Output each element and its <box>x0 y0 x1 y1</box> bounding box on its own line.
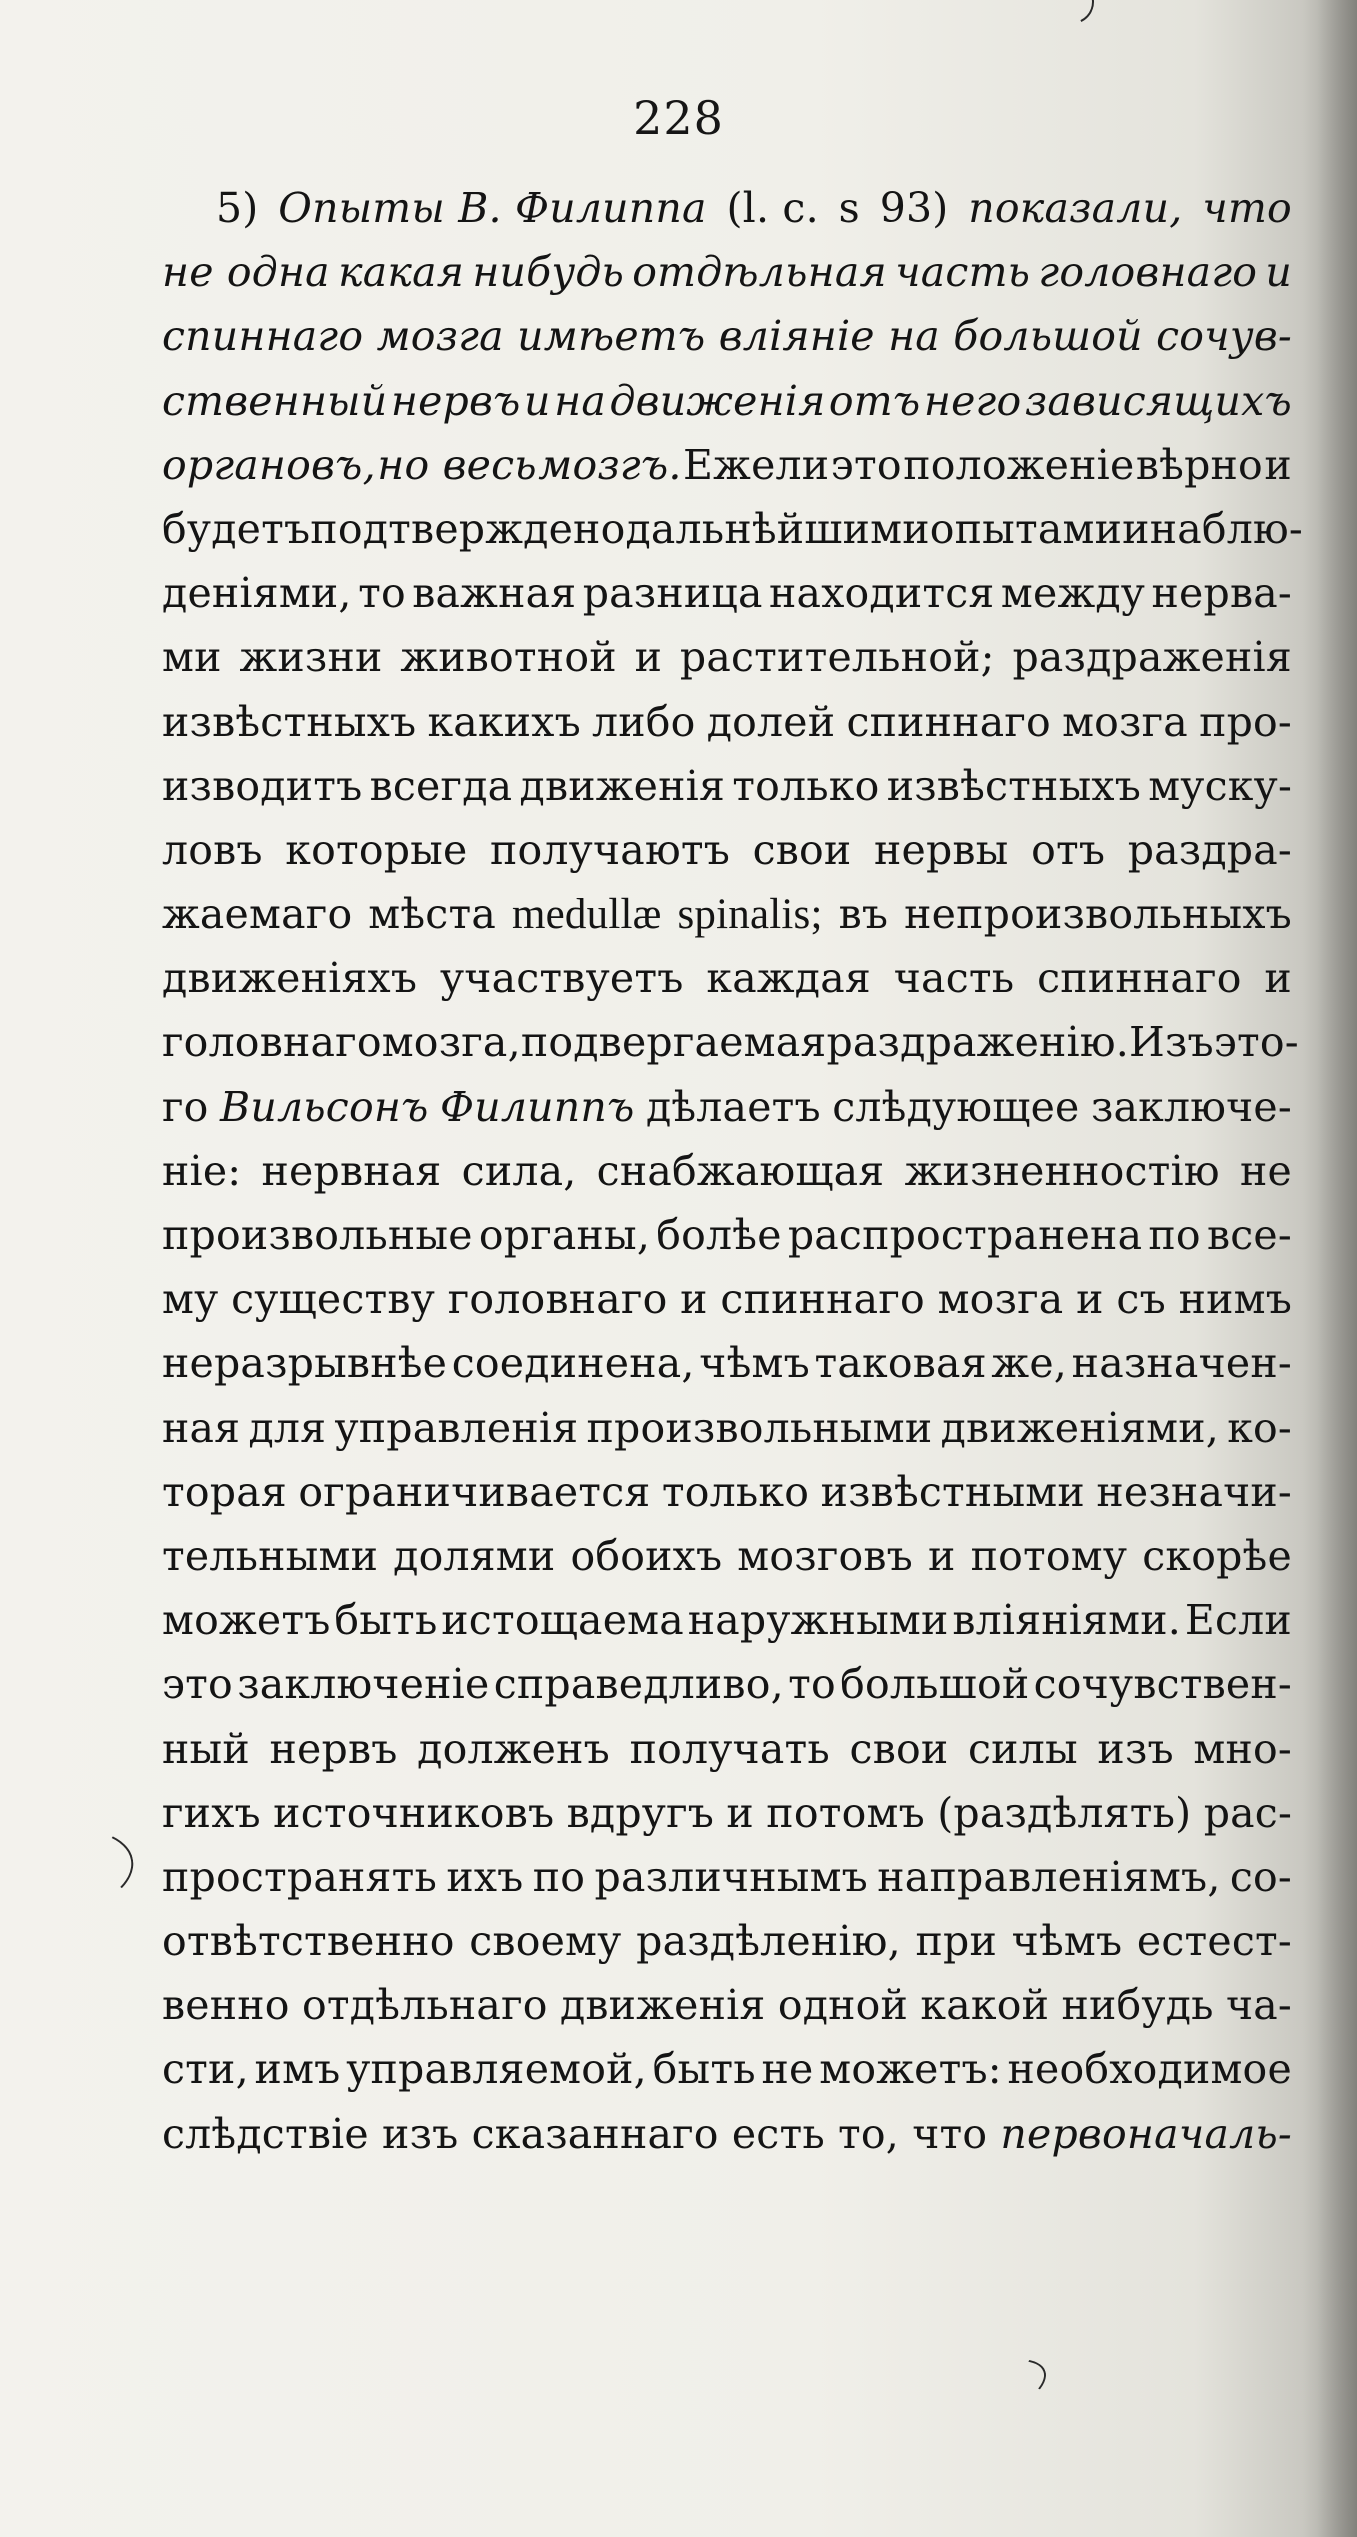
text-word: мозговъ <box>737 1531 913 1580</box>
text-word: незначи- <box>1096 1467 1292 1516</box>
text-word: же, <box>991 1339 1068 1388</box>
text-word: чѣмъ <box>699 1339 810 1388</box>
stray-mark-left-margin <box>0 1818 140 1926</box>
text-word: первоначаль- <box>1000 2109 1292 2158</box>
text-word: и <box>524 376 551 425</box>
text-word: заключе- <box>1090 1082 1292 1131</box>
text-word: то, <box>838 2109 900 2158</box>
text-word: естест- <box>1136 1917 1292 1966</box>
text-word: нимъ <box>1178 1275 1292 1324</box>
text-word: сочув- <box>1156 312 1292 361</box>
text-word: чѣмъ <box>1011 1917 1123 1966</box>
text-word: ственный <box>162 376 388 425</box>
text-line <box>162 882 1292 946</box>
text-word: потомъ <box>766 1788 925 1837</box>
text-word: ограничивается <box>298 1467 651 1516</box>
text-word: будетъ <box>162 504 311 553</box>
text-word: долженъ <box>417 1724 610 1773</box>
text-word: долями <box>393 1531 556 1580</box>
text-word: управляемой, <box>346 2045 647 2094</box>
text-word: нервъ <box>390 376 521 425</box>
text-word: то <box>358 569 406 618</box>
text-word: важная <box>412 569 577 618</box>
text-word: показали, <box>968 184 1183 232</box>
text-word: опытами <box>929 504 1123 553</box>
text-word: по <box>1148 1211 1201 1259</box>
text-word: назначен- <box>1071 1339 1292 1388</box>
text-word: мозга, <box>381 1018 521 1067</box>
text-line <box>162 690 1292 754</box>
text-word: ный <box>162 1724 250 1773</box>
text-word: спиннаго <box>162 312 364 361</box>
text-word: 93) <box>879 184 949 232</box>
text-word: существу <box>231 1275 436 1324</box>
text-word: жизни <box>239 633 383 682</box>
text-line <box>162 1909 1292 1973</box>
text-word: одной <box>777 1981 909 2030</box>
text-line <box>162 2037 1292 2101</box>
text-word: рас- <box>1203 1788 1292 1837</box>
text-word: не <box>761 2045 814 2094</box>
text-word: подвергаемая <box>520 1018 827 1067</box>
text-word: произвольными <box>586 1403 933 1452</box>
text-word: управленія <box>334 1403 579 1452</box>
text-word: вліяніе <box>718 312 875 361</box>
text-word: и <box>928 1531 956 1580</box>
text-word: нервы <box>873 825 1009 874</box>
text-word: сти, <box>162 2045 249 2094</box>
text-word: движенія <box>609 376 826 425</box>
text-word: мѣста <box>368 890 497 939</box>
text-word: съ <box>1116 1275 1166 1324</box>
text-word: вѣрно <box>1135 440 1263 489</box>
text-word: мозгъ. <box>538 440 682 489</box>
text-word: жизненностію <box>904 1146 1220 1195</box>
text-word: произвольные <box>162 1211 473 1259</box>
text-word: можетъ: <box>819 2045 1002 2094</box>
text-word: спиннаго <box>720 1275 925 1324</box>
stray-mark-top-right <box>1044 0 1100 30</box>
text-word: истощаема <box>441 1596 684 1645</box>
text-word: изъ <box>1097 1724 1174 1773</box>
text-line <box>162 1717 1292 1781</box>
text-word: сказаннаго <box>471 2109 719 2158</box>
text-word: на <box>554 376 606 425</box>
text-line <box>162 1652 1292 1716</box>
text-word: какихъ <box>427 697 581 746</box>
text-word: мозга <box>1062 697 1188 746</box>
text-word: все- <box>1206 1211 1292 1259</box>
text-word: часть <box>893 954 1015 1003</box>
text-line <box>162 1010 1299 1074</box>
text-word: непроизвольныхъ <box>904 890 1292 939</box>
text-line <box>162 1139 1292 1203</box>
text-word: ніе: <box>162 1146 242 1195</box>
text-word: движеніяхъ <box>162 954 418 1003</box>
text-line <box>162 754 1292 818</box>
text-word: извѣстныхъ <box>886 761 1142 810</box>
text-line <box>162 1267 1292 1331</box>
text-word: то <box>788 1660 836 1709</box>
text-word: движеніями, <box>940 1403 1219 1452</box>
text-line <box>162 946 1292 1010</box>
text-word: положеніе <box>903 440 1135 489</box>
text-word: нибудь <box>472 248 625 297</box>
text-word: головнаго <box>162 1018 382 1067</box>
text-word: свои <box>752 825 852 874</box>
text-word: муску- <box>1148 761 1292 810</box>
text-line <box>162 2102 1292 2166</box>
text-word: болѣе <box>656 1211 782 1259</box>
text-word: и <box>1265 248 1292 297</box>
text-word: что <box>912 2109 988 2158</box>
text-word: извѣстныхъ <box>162 697 417 746</box>
text-line <box>162 1075 1292 1139</box>
text-word: получать <box>629 1724 830 1773</box>
text-word: отдѣльная <box>632 248 887 297</box>
text-word: какой <box>920 1981 1050 2030</box>
text-word: движенія <box>519 761 726 810</box>
text-word: распространена <box>787 1211 1143 1259</box>
text-word: быть <box>652 2045 756 2094</box>
text-word: и <box>1264 954 1292 1003</box>
text-word: го <box>162 1082 209 1131</box>
text-word: разница <box>582 569 763 618</box>
text-word: отъ <box>828 376 921 425</box>
text-word: растительной; <box>679 633 995 682</box>
text-word: отдѣльнаго <box>302 1981 548 2030</box>
text-line <box>162 369 1292 433</box>
text-word: что <box>1202 184 1292 232</box>
text-word: ко- <box>1227 1403 1292 1452</box>
text-word: ихъ <box>446 1852 524 1901</box>
text-word: находится <box>769 569 995 618</box>
text-word: каждая <box>706 954 871 1003</box>
stray-mark-bottom <box>920 2345 1055 2438</box>
text-word: обоихъ <box>570 1531 723 1580</box>
text-word: и <box>680 1275 708 1324</box>
text-word: изводитъ <box>162 761 363 810</box>
text-word: справедливо, <box>493 1660 784 1709</box>
text-word: вліяніями. <box>952 1596 1182 1645</box>
text-word: неразрывнѣе <box>162 1339 448 1388</box>
text-line <box>162 1588 1292 1652</box>
text-word: по <box>532 1852 586 1901</box>
text-word: венно <box>162 1981 290 2030</box>
text-word: извѣстными <box>820 1467 1085 1516</box>
text-word: гихъ <box>162 1788 261 1837</box>
text-word: зависящихъ <box>1024 376 1292 425</box>
text-word: Опыты В. Филиппа <box>278 184 707 232</box>
text-line <box>162 818 1292 882</box>
text-word: движенія <box>559 1981 766 2030</box>
text-word: ми <box>162 633 222 682</box>
page-number: 228 <box>633 91 724 145</box>
text-word: нервъ <box>269 1724 398 1773</box>
text-word: наружными <box>687 1596 949 1645</box>
text-word: вдругъ <box>566 1788 715 1837</box>
text-word: и <box>1076 1275 1104 1324</box>
text-line <box>162 433 1292 497</box>
text-word: мно- <box>1193 1724 1292 1773</box>
text-word: быть <box>334 1596 438 1645</box>
text-word: ловъ <box>162 825 263 874</box>
text-word: участвуетъ <box>439 954 684 1003</box>
text-word: головнаго <box>447 1275 668 1324</box>
text-word: торая <box>162 1467 287 1516</box>
text-word: Филиппъ <box>440 1082 635 1131</box>
text-line <box>162 1203 1292 1267</box>
page-gutter-shadow <box>1317 0 1357 2537</box>
text-word: головнаго <box>1038 248 1258 297</box>
text-word: Если <box>1184 1596 1292 1645</box>
text-line <box>162 561 1292 625</box>
text-word: s <box>838 184 860 232</box>
text-word: которые <box>285 825 468 874</box>
text-word: спиннаго <box>1037 954 1242 1003</box>
text-word: это- <box>1213 1018 1299 1067</box>
text-word: всегда <box>369 761 513 810</box>
text-word: спиннаго <box>846 697 1051 746</box>
text-word: раздѣленію, <box>636 1917 901 1966</box>
text-word: мозга <box>376 312 504 361</box>
text-word: со- <box>1229 1852 1292 1901</box>
text-word: есть <box>731 2109 825 2158</box>
text-word: ная <box>162 1403 241 1452</box>
text-word: долей <box>706 697 836 746</box>
text-word: подтверждено <box>310 504 626 553</box>
text-word: имъ <box>254 2045 341 2094</box>
text-word: не одна <box>162 248 330 297</box>
text-line <box>162 1845 1292 1909</box>
text-line <box>162 176 1292 240</box>
text-line <box>162 240 1292 304</box>
text-word: это <box>162 1660 233 1709</box>
text-word: получаютъ <box>490 825 731 874</box>
text-word: дѣлаетъ <box>645 1082 821 1131</box>
text-word: можетъ <box>162 1596 331 1645</box>
text-line <box>162 497 1303 561</box>
text-word: раздраженію. <box>826 1018 1130 1067</box>
text-word: направленіямъ, <box>877 1852 1221 1901</box>
text-line <box>162 1781 1292 1845</box>
text-word: часть <box>895 248 1031 297</box>
text-word: большой <box>953 312 1143 361</box>
text-word: слѣдствіе <box>162 2109 369 2158</box>
text-word: нервная <box>261 1146 442 1195</box>
text-word: органы, <box>478 1211 651 1259</box>
text-word: органовъ, <box>162 440 376 489</box>
text-word: соединена, <box>451 1339 695 1388</box>
text-word: про- <box>1199 697 1292 746</box>
text-word: medullæ <box>511 891 662 939</box>
text-word: Ежели <box>683 440 830 489</box>
text-word: отвѣтственно <box>162 1917 455 1966</box>
text-word: му <box>162 1275 219 1324</box>
text-word: слѣдующее <box>832 1082 1080 1131</box>
text-word: въ <box>838 890 889 939</box>
text-line <box>162 1524 1292 1588</box>
text-line <box>162 304 1292 368</box>
text-word: только <box>661 1467 810 1516</box>
text-word: 5) <box>216 184 259 232</box>
text-word: снабжающая <box>596 1146 885 1195</box>
text-word: наблю- <box>1149 504 1303 553</box>
text-word: своему <box>469 1917 622 1966</box>
text-word: и <box>1264 440 1292 489</box>
text-word: при <box>915 1917 997 1966</box>
text-word: ча- <box>1225 1981 1292 2030</box>
text-word: spinalis; <box>677 891 823 939</box>
body-text <box>162 176 1303 2166</box>
text-word: (l. c. <box>726 184 819 232</box>
text-word: большой <box>840 1660 1030 1709</box>
text-word: это <box>830 440 902 489</box>
text-word: Вильсонъ <box>220 1082 429 1131</box>
text-word: различнымъ <box>594 1852 868 1901</box>
text-word: сила, <box>461 1146 577 1195</box>
text-word: и <box>634 633 663 682</box>
text-word: животной <box>400 633 617 682</box>
text-word: тельными <box>162 1531 379 1580</box>
text-word: сочувствен- <box>1033 1660 1292 1709</box>
text-word: Изъ <box>1129 1018 1214 1067</box>
text-word: таковая <box>814 1339 987 1388</box>
text-word: потому <box>970 1531 1128 1580</box>
text-word: силы <box>968 1724 1078 1773</box>
text-word: и <box>1122 504 1150 553</box>
text-word: жаемаго <box>162 890 353 939</box>
text-word: (раздѣлять) <box>937 1788 1192 1837</box>
text-word: нибудь <box>1061 1981 1214 2030</box>
text-word: на <box>888 312 940 361</box>
text-word: мозга <box>937 1275 1064 1324</box>
text-word: только <box>732 761 880 810</box>
text-word: изъ <box>382 2109 459 2158</box>
text-word: нерва- <box>1151 569 1292 618</box>
text-word: пространять <box>162 1852 437 1901</box>
text-line <box>162 625 1292 689</box>
text-word: какая <box>338 248 465 297</box>
text-word: заключеніе <box>237 1660 490 1709</box>
text-word: между <box>1000 569 1146 618</box>
text-word: скорѣе <box>1142 1531 1292 1580</box>
text-word: свои <box>849 1724 949 1773</box>
text-word: деніями, <box>162 569 352 618</box>
text-word: источниковъ <box>273 1788 555 1837</box>
text-word: необходимое <box>1007 2045 1292 2094</box>
text-word: него <box>923 376 1022 425</box>
text-word: раздраженія <box>1012 633 1292 682</box>
text-word: но весь <box>377 440 537 489</box>
text-word: имѣетъ <box>517 312 706 361</box>
text-word: раздра- <box>1127 825 1292 874</box>
text-word: либо <box>592 697 696 746</box>
text-word: для <box>248 1403 327 1452</box>
text-word: отъ <box>1031 825 1106 874</box>
text-word: не <box>1239 1146 1292 1195</box>
text-word: и <box>726 1788 754 1837</box>
text-word: дальнѣйшими <box>625 504 930 553</box>
text-line <box>162 1331 1292 1395</box>
text-line <box>162 1973 1292 2037</box>
text-line <box>162 1396 1292 1460</box>
text-line <box>162 1460 1292 1524</box>
